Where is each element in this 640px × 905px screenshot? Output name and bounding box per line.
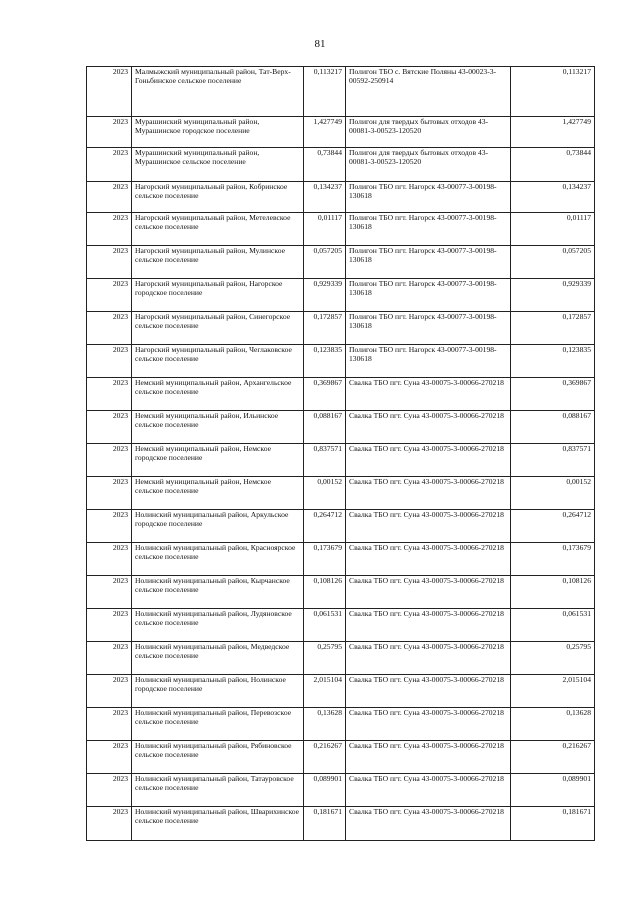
year-cell: 2023: [87, 708, 132, 741]
value-cell: 0,929339: [304, 279, 346, 312]
table-row: [87, 675, 595, 708]
value2-cell: 1,427749: [511, 117, 595, 148]
table-row: [87, 117, 595, 148]
municipality-cell: Нагорский муниципальный район, Синегорское сельское поселение: [132, 312, 304, 345]
value2-cell: 0,25795: [511, 642, 595, 675]
year-cell: 2023: [87, 67, 132, 117]
table-row: [87, 576, 595, 609]
municipality-cell: Нагорский муниципальный район, Мулинское сельское поселение: [132, 246, 304, 279]
table-row: [87, 510, 595, 543]
disposal-site-cell: Полигон ТБО пгт. Нагорск 43-00077-3-00198-130618: [346, 246, 511, 279]
table-body: [87, 67, 595, 841]
disposal-site-cell: Свалка ТБО пгт. Суна 43-00075-3-00066-270218: [346, 807, 511, 841]
disposal-site-cell: Полигон для твердых бытовых отходов 43-00081-3-00523-120520: [346, 117, 511, 148]
year-cell: 2023: [87, 279, 132, 312]
municipality-cell: Нагорский муниципальный район, Кобринское сельское поселение: [132, 182, 304, 213]
value-cell: 0,113217: [304, 67, 346, 117]
value2-cell: 0,057205: [511, 246, 595, 279]
year-cell: 2023: [87, 543, 132, 576]
value-cell: 0,837571: [304, 444, 346, 477]
disposal-site-cell: Свалка ТБО пгт. Суна 43-00075-3-00066-270218: [346, 378, 511, 411]
municipality-cell: Мурашинский муниципальный район, Мурашинское сельское поселение: [132, 148, 304, 182]
year-cell: 2023: [87, 411, 132, 444]
municipality-cell: Нагорский муниципальный район, Нагорское городское поселение: [132, 279, 304, 312]
value-cell: 0,25795: [304, 642, 346, 675]
value2-cell: 0,13628: [511, 708, 595, 741]
value-cell: 0,00152: [304, 477, 346, 510]
year-cell: 2023: [87, 345, 132, 378]
year-cell: 2023: [87, 477, 132, 510]
value-cell: 0,369867: [304, 378, 346, 411]
value2-cell: 0,216267: [511, 741, 595, 774]
value-cell: 0,173679: [304, 543, 346, 576]
municipality-cell: Нагорский муниципальный район, Чеглаковское сельское поселение: [132, 345, 304, 378]
value-cell: 2,015104: [304, 675, 346, 708]
value2-cell: 0,123835: [511, 345, 595, 378]
year-cell: 2023: [87, 182, 132, 213]
value2-cell: 0,113217: [511, 67, 595, 117]
disposal-site-cell: Свалка ТБО пгт. Суна 43-00075-3-00066-270218: [346, 642, 511, 675]
value2-cell: 0,00152: [511, 477, 595, 510]
year-cell: 2023: [87, 609, 132, 642]
table-row: [87, 148, 595, 182]
municipality-cell: Мурашинский муниципальный район, Мурашинское городское поселение: [132, 117, 304, 148]
table-row: [87, 774, 595, 807]
value-cell: 0,13628: [304, 708, 346, 741]
table-row: [87, 642, 595, 675]
table-row: [87, 213, 595, 246]
municipality-cell: Нолинский муниципальный район, Перевозское сельское поселение: [132, 708, 304, 741]
waste-registry-table: [86, 66, 595, 841]
municipality-cell: Немский муниципальный район, Немское сельское поселение: [132, 477, 304, 510]
disposal-site-cell: Полигон ТБО пгт. Нагорск 43-00077-3-00198-130618: [346, 279, 511, 312]
value-cell: 0,216267: [304, 741, 346, 774]
year-cell: 2023: [87, 642, 132, 675]
table-row: [87, 279, 595, 312]
year-cell: 2023: [87, 774, 132, 807]
municipality-cell: Нолинский муниципальный район, Медведское сельское поселение: [132, 642, 304, 675]
value2-cell: 0,172857: [511, 312, 595, 345]
municipality-cell: Малмыжский муниципальный район, Тат-Верх-Гоньбинское сельское поселение: [132, 67, 304, 117]
table-row: [87, 609, 595, 642]
value-cell: 0,061531: [304, 609, 346, 642]
year-cell: 2023: [87, 213, 132, 246]
table-row: [87, 345, 595, 378]
table-row: [87, 312, 595, 345]
municipality-cell: Нолинский муниципальный район, Кырчанское сельское поселение: [132, 576, 304, 609]
year-cell: 2023: [87, 576, 132, 609]
value-cell: 0,134237: [304, 182, 346, 213]
value-cell: 1,427749: [304, 117, 346, 148]
year-cell: 2023: [87, 741, 132, 774]
value-cell: 0,264712: [304, 510, 346, 543]
value2-cell: 0,089901: [511, 774, 595, 807]
table-row: [87, 543, 595, 576]
municipality-cell: Нолинский муниципальный район, Шварихинское сельское поселение: [132, 807, 304, 841]
value2-cell: 0,264712: [511, 510, 595, 543]
municipality-cell: Нолинский муниципальный район, Красноярское сельское поселение: [132, 543, 304, 576]
table-row: [87, 182, 595, 213]
table-row: [87, 477, 595, 510]
value-cell: 0,088167: [304, 411, 346, 444]
value-cell: 0,089901: [304, 774, 346, 807]
disposal-site-cell: Свалка ТБО пгт. Суна 43-00075-3-00066-270218: [346, 477, 511, 510]
disposal-site-cell: Свалка ТБО пгт. Суна 43-00075-3-00066-270218: [346, 576, 511, 609]
disposal-site-cell: Полигон ТБО пгт. Нагорск 43-00077-3-00198-130618: [346, 213, 511, 246]
disposal-site-cell: Свалка ТБО пгт. Суна 43-00075-3-00066-270218: [346, 543, 511, 576]
value2-cell: 0,929339: [511, 279, 595, 312]
value2-cell: 0,369867: [511, 378, 595, 411]
value2-cell: 0,173679: [511, 543, 595, 576]
municipality-cell: Немский муниципальный район, Немское городское поселение: [132, 444, 304, 477]
year-cell: 2023: [87, 378, 132, 411]
value-cell: 0,73844: [304, 148, 346, 182]
disposal-site-cell: Полигон для твердых бытовых отходов 43-00081-3-00523-120520: [346, 148, 511, 182]
value2-cell: 0,134237: [511, 182, 595, 213]
year-cell: 2023: [87, 444, 132, 477]
value-cell: 0,01117: [304, 213, 346, 246]
municipality-cell: Нолинский муниципальный район, Рябиновское сельское поселение: [132, 741, 304, 774]
value2-cell: 0,837571: [511, 444, 595, 477]
table-row: [87, 741, 595, 774]
value-cell: 0,181671: [304, 807, 346, 841]
disposal-site-cell: Свалка ТБО пгт. Суна 43-00075-3-00066-270218: [346, 774, 511, 807]
table-row: [87, 807, 595, 841]
disposal-site-cell: Полигон ТБО пгт. Нагорск 43-00077-3-00198-130618: [346, 182, 511, 213]
year-cell: 2023: [87, 246, 132, 279]
year-cell: 2023: [87, 148, 132, 182]
year-cell: 2023: [87, 807, 132, 841]
table-row: [87, 411, 595, 444]
table-row: [87, 378, 595, 411]
municipality-cell: Нолинский муниципальный район, Татауровское сельское поселение: [132, 774, 304, 807]
disposal-site-cell: Полигон ТБО пгт. Нагорск 43-00077-3-00198-130618: [346, 312, 511, 345]
value2-cell: 2,015104: [511, 675, 595, 708]
municipality-cell: Нагорский муниципальный район, Метелевское сельское поселение: [132, 213, 304, 246]
disposal-site-cell: Свалка ТБО пгт. Суна 43-00075-3-00066-270218: [346, 444, 511, 477]
value-cell: 0,108126: [304, 576, 346, 609]
table-row: [87, 708, 595, 741]
value2-cell: 0,088167: [511, 411, 595, 444]
value-cell: 0,172857: [304, 312, 346, 345]
municipality-cell: Нолинский муниципальный район, Аркульское городское поселение: [132, 510, 304, 543]
year-cell: 2023: [87, 510, 132, 543]
municipality-cell: Нолинский муниципальный район, Лудяновское сельское поселение: [132, 609, 304, 642]
year-cell: 2023: [87, 117, 132, 148]
value2-cell: 0,01117: [511, 213, 595, 246]
disposal-site-cell: Свалка ТБО пгт. Суна 43-00075-3-00066-270218: [346, 411, 511, 444]
value2-cell: 0,061531: [511, 609, 595, 642]
disposal-site-cell: Свалка ТБО пгт. Суна 43-00075-3-00066-270218: [346, 741, 511, 774]
value2-cell: 0,73844: [511, 148, 595, 182]
page-number: 81: [314, 38, 326, 50]
disposal-site-cell: Свалка ТБО пгт. Суна 43-00075-3-00066-270218: [346, 675, 511, 708]
value-cell: 0,057205: [304, 246, 346, 279]
municipality-cell: Немский муниципальный район, Ильинское сельское поселение: [132, 411, 304, 444]
disposal-site-cell: Свалка ТБО пгт. Суна 43-00075-3-00066-270218: [346, 708, 511, 741]
year-cell: 2023: [87, 675, 132, 708]
table-row: [87, 444, 595, 477]
value-cell: 0,123835: [304, 345, 346, 378]
disposal-site-cell: Полигон ТБО пгт. Нагорск 43-00077-3-00198-130618: [346, 345, 511, 378]
municipality-cell: Нолинский муниципальный район, Нолинское городское поселение: [132, 675, 304, 708]
table-row: [87, 246, 595, 279]
value2-cell: 0,181671: [511, 807, 595, 841]
disposal-site-cell: Полигон ТБО с. Вятские Поляны 43-00023-3-00592-250914: [346, 67, 511, 117]
disposal-site-cell: Свалка ТБО пгт. Суна 43-00075-3-00066-270218: [346, 609, 511, 642]
table-row: [87, 67, 595, 117]
disposal-site-cell: Свалка ТБО пгт. Суна 43-00075-3-00066-270218: [346, 510, 511, 543]
value2-cell: 0,108126: [511, 576, 595, 609]
year-cell: 2023: [87, 312, 132, 345]
municipality-cell: Немский муниципальный район, Архангельское сельское поселение: [132, 378, 304, 411]
